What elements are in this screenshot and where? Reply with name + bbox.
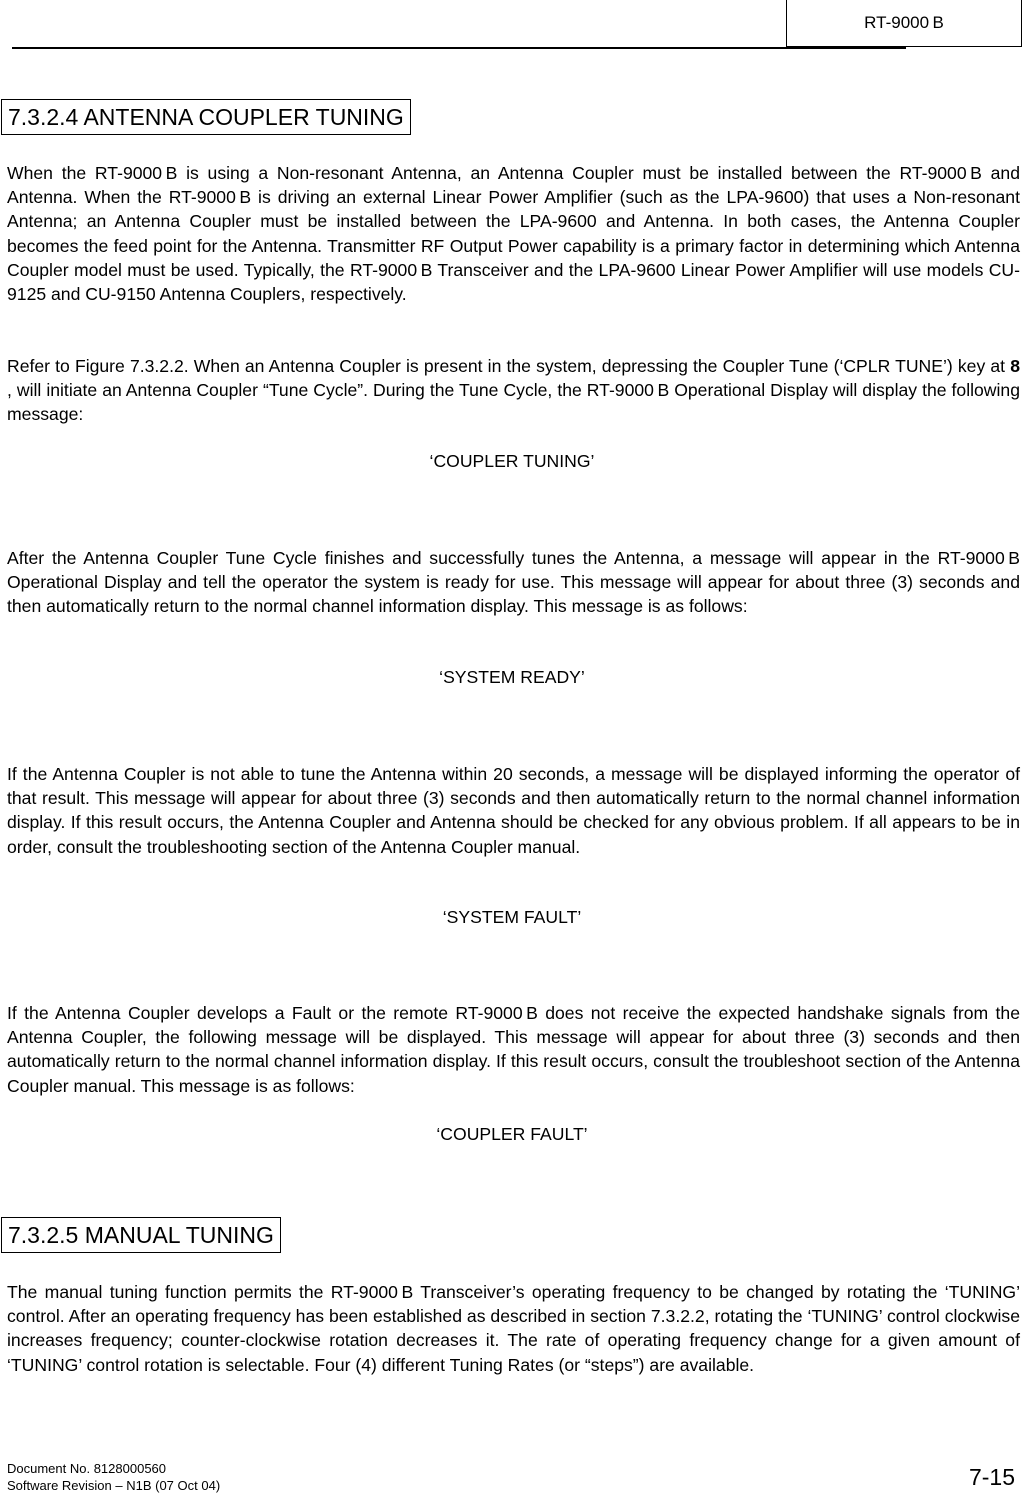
paragraph-system-ready: After the Antenna Coupler Tune Cycle finishes and successfully tunes the Antenna, a message will appear in the RT-9000 B Operational Display and tell the operator the system is ready for use. This message will appear for about three (3) seconds and then automatically return to the normal channel information display. This message is as follows: bbox=[7, 548, 1020, 617]
footer-document-info bbox=[7, 1460, 220, 1494]
model-label: RT-9000 B bbox=[786, 0, 1022, 47]
message-system-ready: ‘SYSTEM READY’ bbox=[439, 667, 585, 687]
paragraph-coupler-fault: If the Antenna Coupler develops a Fault or the remote RT-9000 B does not receive the expected handshake signals from the Antenna Coupler, the following message will be displayed. This message will appear for about three (3) seconds and then automatically return to the normal channel information display. If this result occurs, consult the troubleshoot section of the Antenna Coupler manual. This message is as follows: bbox=[7, 1003, 1020, 1096]
paragraph-manual-tuning: The manual tuning function permits the RT-9000 B Transceiver’s operating frequency to be changed by rotating the ‘TUNING’ control. After an operating frequency has been established as described in section 7.3.2.2, rotating the ‘TUNING’ control clockwise increases frequency; counter-clockwise rotation decreases it. The rate of operating frequency change for a given amount of ‘TUNING’ control rotation is selectable. Four (4) different Tuning Rates (or “steps”) are available. bbox=[7, 1282, 1020, 1375]
paragraph-tune-failure: If the Antenna Coupler is not able to tune the Antenna within 20 seconds, a message will be displayed informing the operator of that result. This message will appear for about three (3) seconds and then automatically return to the normal channel information display. If this result occurs, the Antenna Coupler and Antenna should be checked for any obvious problem. If all appears to be in order, consult the troubleshooting section of the Antenna Coupler manual. bbox=[7, 764, 1020, 857]
paragraph-coupler-tune-key bbox=[7, 354, 1020, 427]
header-rule bbox=[12, 47, 906, 49]
paragraph-text: Refer to Figure 7.3.2.2. When an Antenna Coupler is present in the system, depressing the Coupler Tune (‘CPLR TUNE’) key at bbox=[7, 356, 1011, 376]
page-number: 7-15 bbox=[968, 1464, 1015, 1490]
paragraph-coupler-intro: When the RT-9000 B is using a Non-resonant Antenna, an Antenna Coupler must be installed between the RT-9000 B and Antenna. When the RT-9000 B is driving an external Linear Power Amplifier (such as the LPA-9600) that uses a Non-resonant Antenna; an Antenna Coupler must be installed between the LPA-9600 and Antenna. In both cases, the Antenna Coupler becomes the feed point for the Antenna. Transmitter RF Output Power capability is a primary factor in determining which Antenna Coupler model must be used. Typically, the RT-9000 B Transceiver and the LPA-9600 Linear Power Amplifier will use models CU-9125 and CU-9150 Antenna Couplers, respectively. bbox=[7, 163, 1020, 305]
paragraph-text: , will initiate an Antenna Coupler “Tune Cycle”. During the Tune Cycle, the RT-9000 B Operational Display will display the following message: bbox=[7, 380, 1020, 425]
message-system-fault: ‘SYSTEM FAULT’ bbox=[442, 907, 582, 927]
section-heading-manual-tuning: 7.3.2.5 MANUAL TUNING bbox=[1, 1217, 281, 1253]
document-number: Document No. 8128000560 bbox=[7, 1461, 167, 1476]
key-number: 8 bbox=[1010, 356, 1020, 376]
section-heading-antenna-coupler-tuning: 7.3.2.4 ANTENNA COUPLER TUNING bbox=[1, 99, 411, 135]
message-coupler-tuning: ‘COUPLER TUNING’ bbox=[429, 451, 595, 471]
software-revision: Software Revision – N1B (07 Oct 04) bbox=[7, 1478, 221, 1493]
message-coupler-fault: ‘COUPLER FAULT’ bbox=[436, 1124, 588, 1144]
